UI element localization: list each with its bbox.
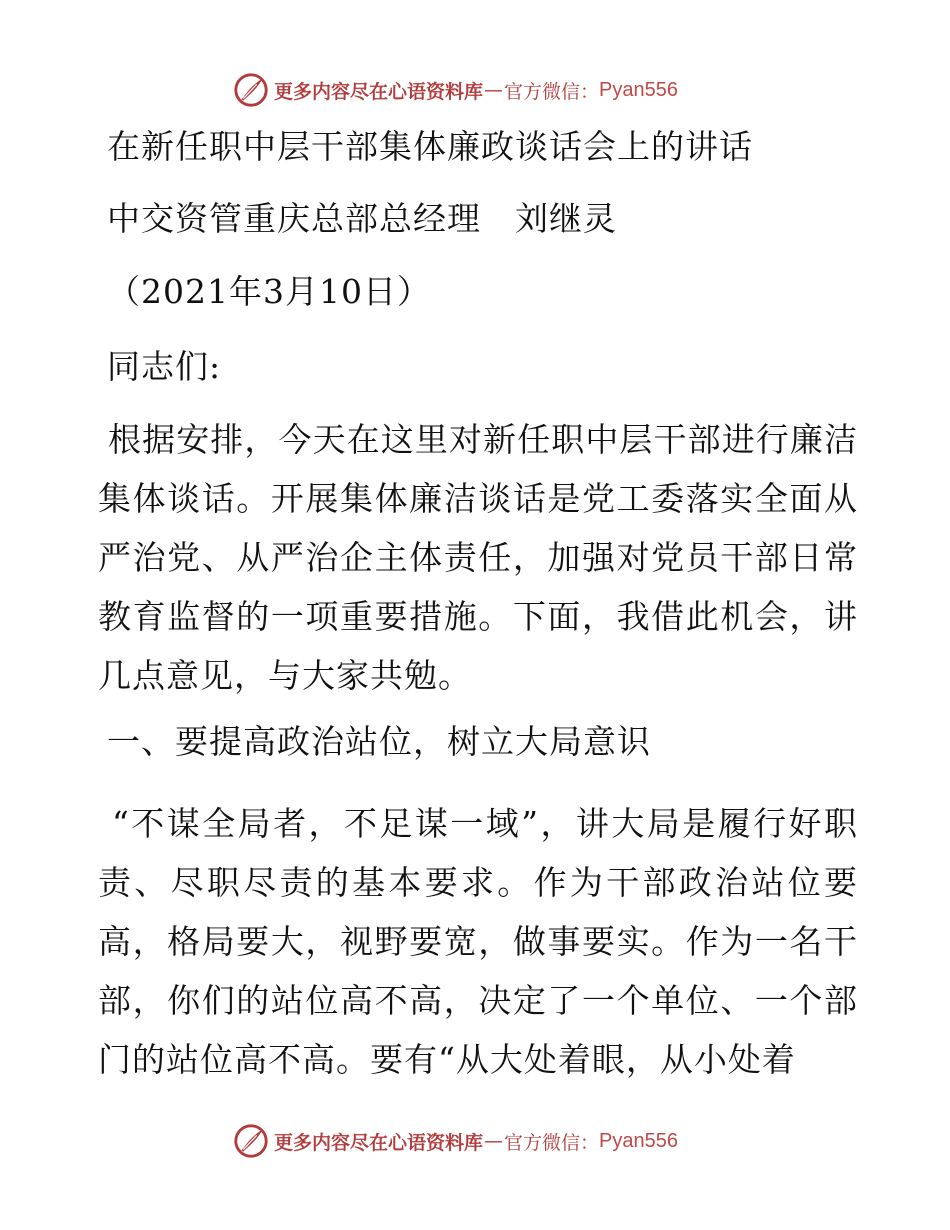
watermark-official-label: 官方微信：	[504, 80, 600, 103]
document-author: 中交资管重庆总部总经理 刘继灵	[107, 199, 617, 238]
document-title: 在新任职中层干部集体廉政谈话会上的讲话	[107, 127, 753, 166]
watermark-header	[232, 70, 678, 110]
document-date: （2021年3月10日）	[107, 272, 431, 311]
watermark-wechat-id: Pyan556	[599, 1129, 678, 1152]
section-heading-1: 一、要提高政治站位，树立大局意识	[107, 722, 651, 761]
watermark-wechat-id: Pyan556	[599, 78, 678, 101]
feather-logo-icon	[232, 71, 270, 109]
watermark-main-text: 更多内容尽在心语资料库	[274, 1131, 484, 1154]
watermark-separator: —	[484, 1130, 504, 1152]
watermark-main-text: 更多内容尽在心语资料库	[274, 80, 484, 103]
watermark-footer	[232, 1121, 678, 1161]
document-greeting: 同志们:	[107, 347, 222, 386]
paragraph-section-1: “不谋全局者，不足谋一域”，讲大局是履行好职责、尽职尽责的基本要求。作为干部政治站位要高，格局要大，视野要宽，做事要实。作为一名干部，你们的站位高不高，决定了一个单位、一个部门的站位高不高。要有“从大处着眼，从小处着	[98, 804, 858, 1079]
watermark-official-label: 官方微信：	[504, 1131, 600, 1154]
paragraph-intro: 根据安排，今天在这里对新任职中层干部进行廉洁集体谈话。开展集体廉洁谈话是党工委落实全面从严治党、从严治企主体责任，加强对党员干部日常教育监督的一项重要措施。下面，我借此机会，讲几点意见，与大家共勉。	[98, 420, 858, 695]
feather-logo-icon	[232, 1122, 270, 1160]
watermark-separator: —	[484, 79, 504, 101]
